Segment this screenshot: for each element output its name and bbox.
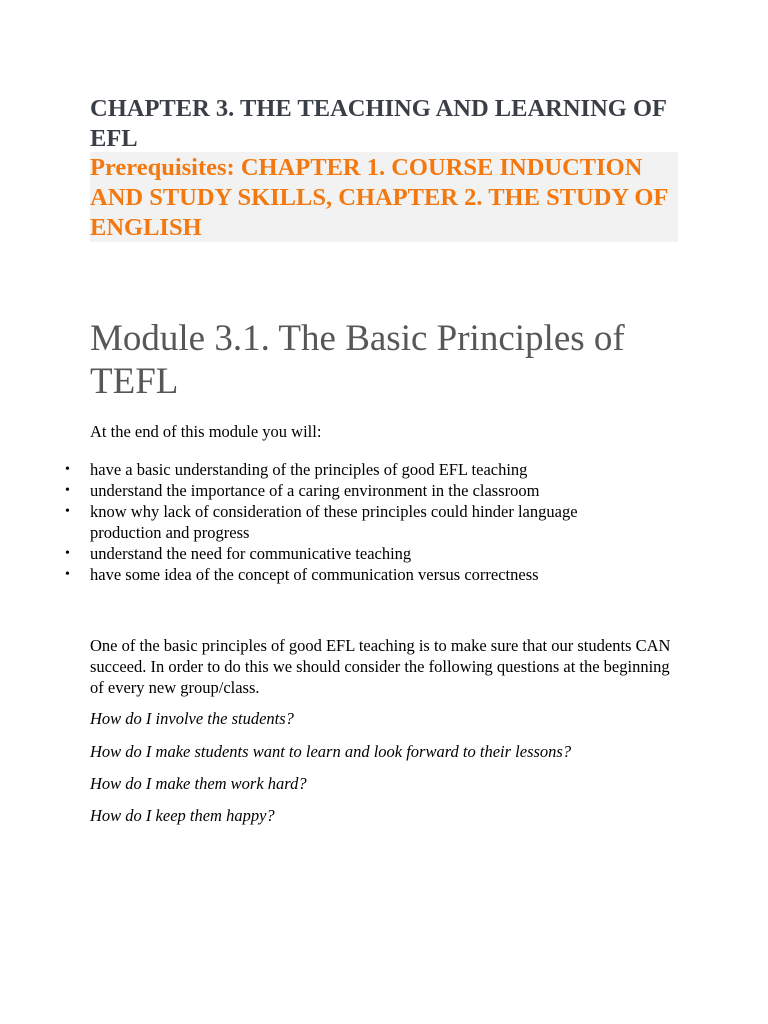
prerequisites-box	[90, 152, 678, 242]
objectives-list	[90, 459, 650, 585]
body-paragraph: One of the basic principles of good EFL teaching is to make sure that our students CAN succeed. In order to do this we should consider the following questions at the beginning of every new group/class.	[90, 636, 671, 697]
module-intro: At the end of this module you will:	[90, 422, 322, 441]
chapter-title: CHAPTER 3. THE TEACHING AND LEARNING OF EFL	[90, 95, 667, 152]
prerequisites-text: Prerequisites: CHAPTER 1. COURSE INDUCTION AND STUDY SKILLS, CHAPTER 2. THE STUDY OF ENGLISH	[90, 154, 668, 241]
question-item: How do I involve the students?	[90, 709, 294, 728]
question-item: How do I keep them happy?	[90, 806, 275, 825]
module-title: Module 3.1. The Basic Principles of TEFL	[90, 318, 625, 402]
objective-item: • understand the need for communicative teaching	[90, 543, 650, 564]
objective-item: • understand the importance of a caring environment in the classroom	[90, 480, 650, 501]
question-item: How do I make students want to learn and look forward to their lessons?	[90, 742, 572, 761]
objective-item: • have some idea of the concept of communication versus correctness	[90, 564, 650, 585]
objective-item: • know why lack of consideration of these principles could hinder language production and progress	[90, 501, 650, 543]
question-item: How do I make them work hard?	[90, 774, 307, 793]
objective-item: • have a basic understanding of the principles of good EFL teaching	[90, 459, 650, 480]
